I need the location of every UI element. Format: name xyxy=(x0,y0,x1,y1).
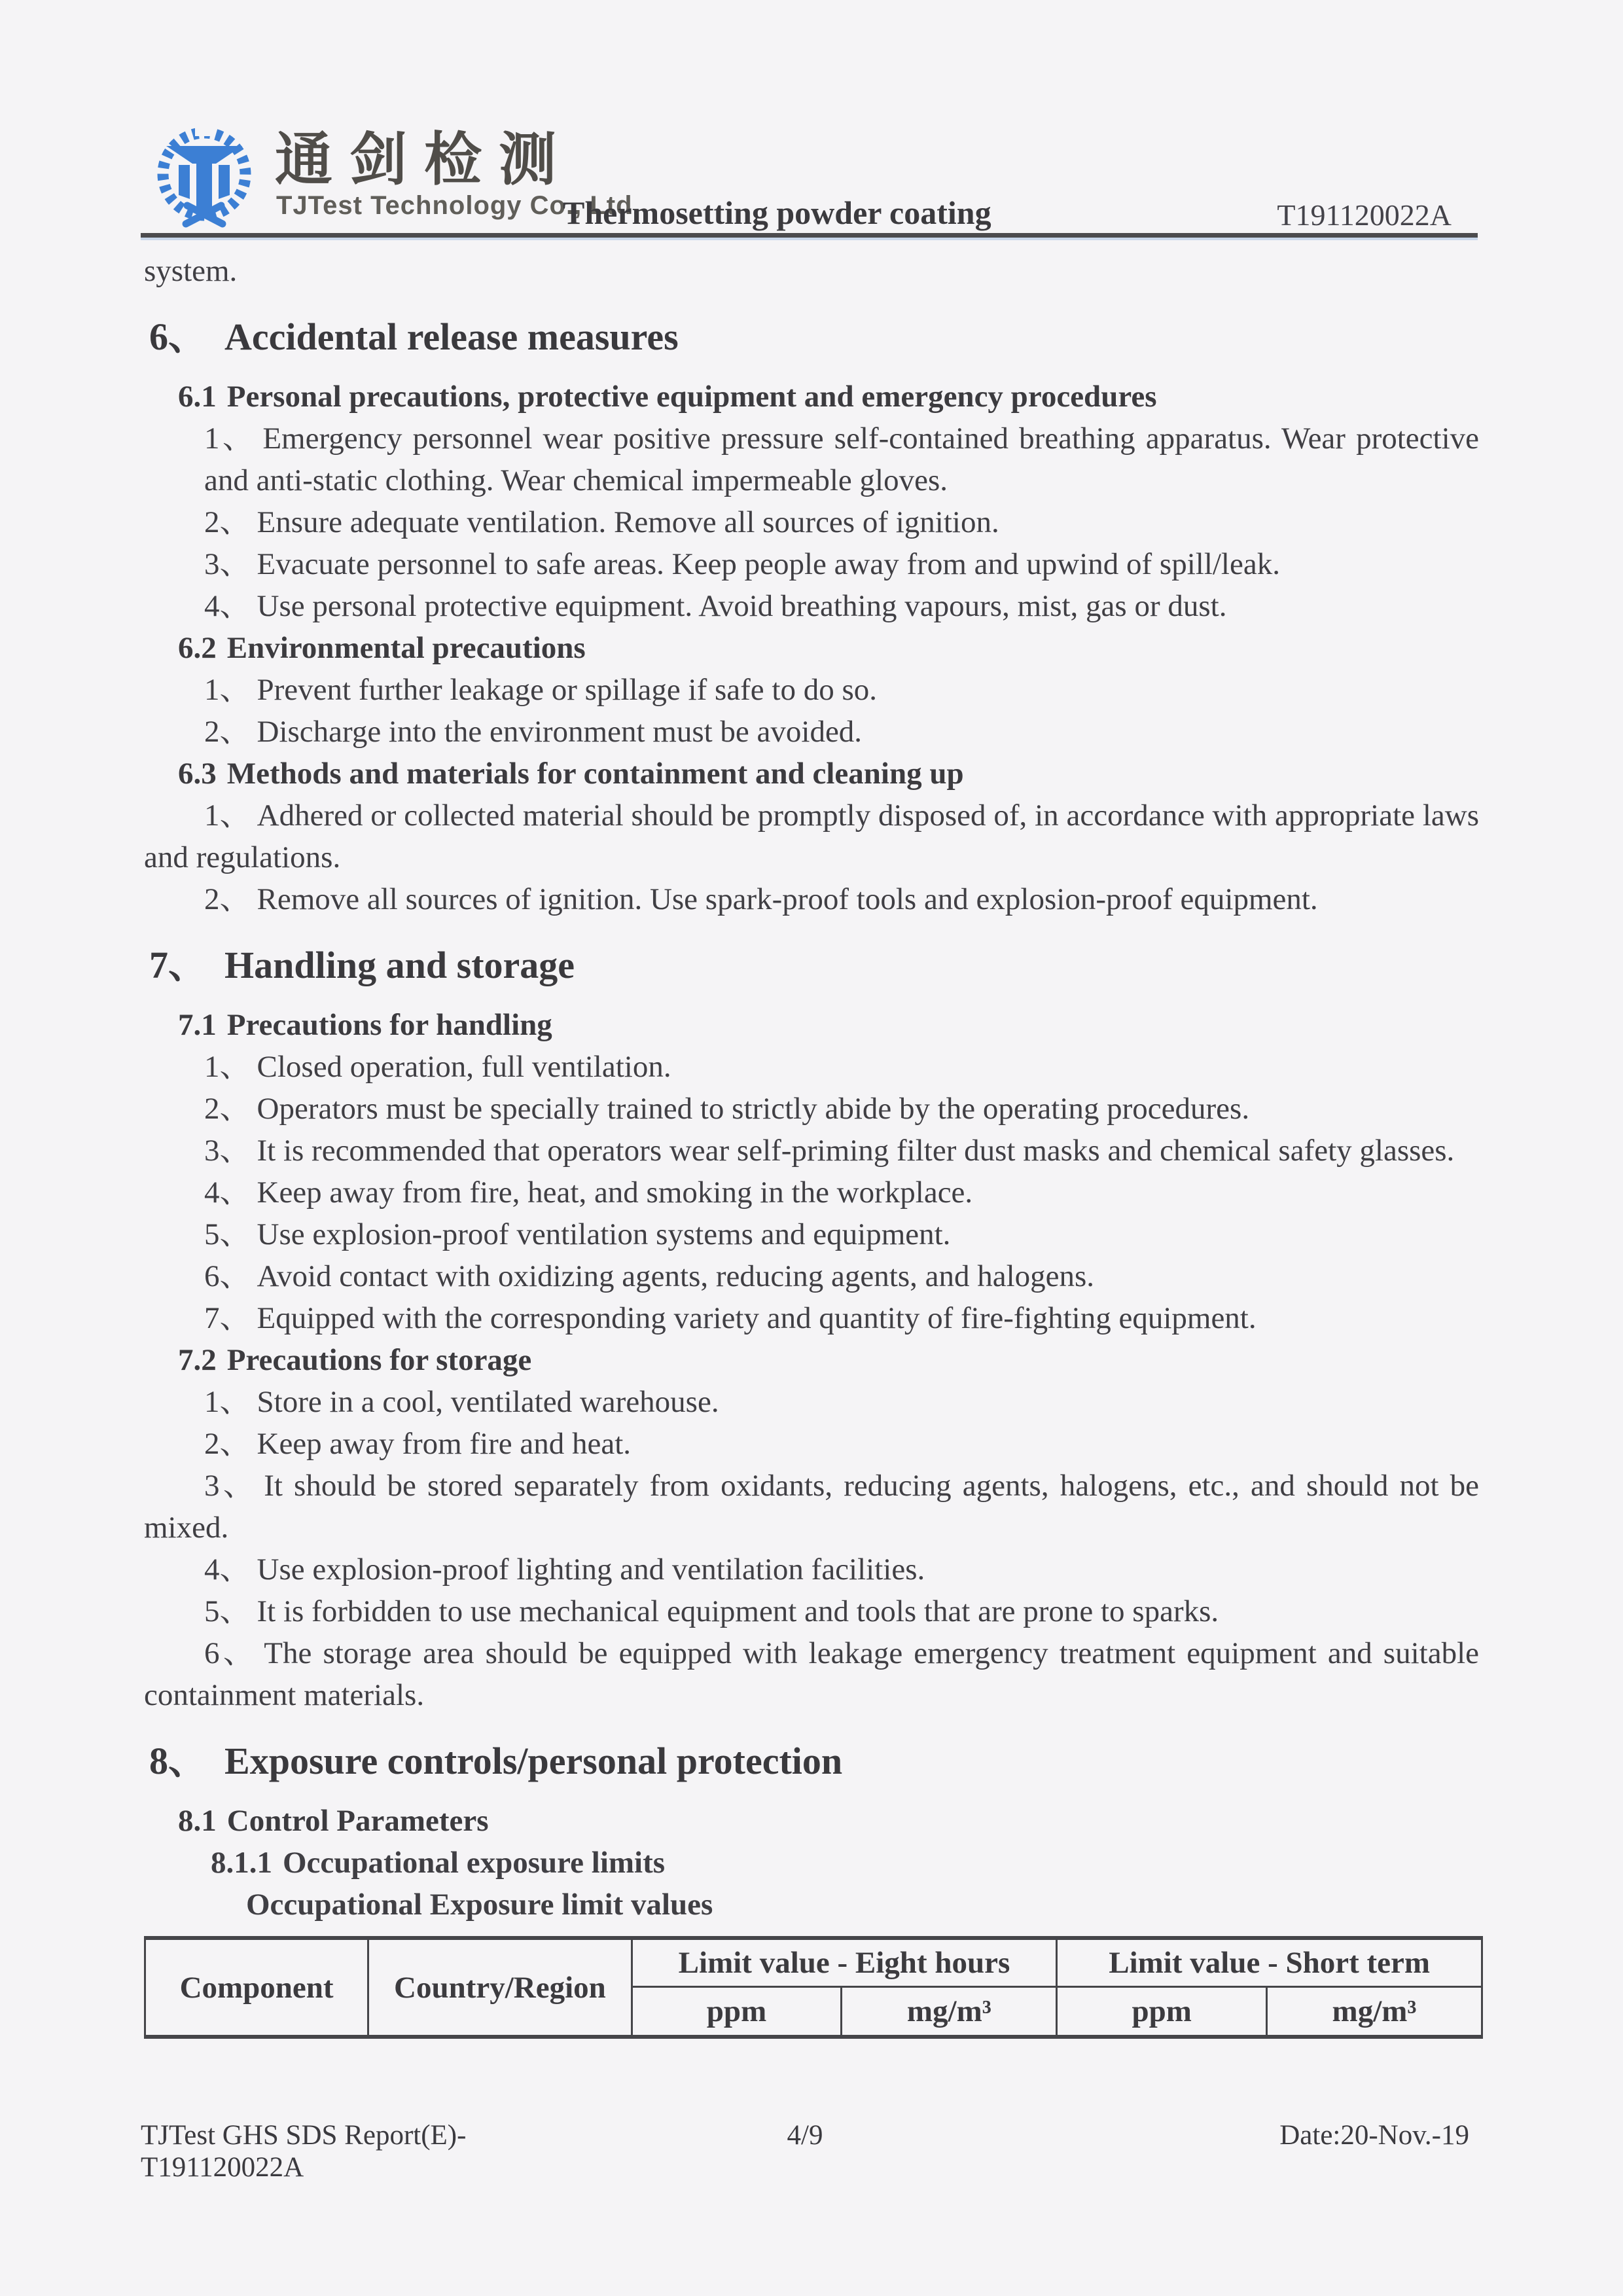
exposure-limits-table xyxy=(144,1936,1483,2039)
list-item: 2、 Discharge into the environment must be avoided. xyxy=(204,715,863,749)
section-8-heading xyxy=(149,1736,1479,1787)
footer-report-id: TJTest GHS SDS Report(E)-T191120022A xyxy=(141,2120,467,2183)
list-item: 5、 Use explosion-proof ventilation systems and equipment. xyxy=(204,1217,951,1251)
subsection-8-1-1-heading: 8.1.1 Occupational exposure limits xyxy=(211,1846,666,1880)
document-body xyxy=(144,250,1479,2039)
exposure-table-title: Occupational Exposure limit values xyxy=(246,1888,713,1922)
col-header-country-region: Country/Region xyxy=(368,1938,632,2037)
section-6-heading xyxy=(149,312,1479,363)
subsection-6-3-heading: 6.3 Methods and materials for containment and cleaning up xyxy=(178,757,964,791)
section-7-number: 7、 xyxy=(149,944,207,986)
list-item: 3、 It is recommended that operators wear self-priming filter dust masks and chemical safety glasses. xyxy=(204,1134,1455,1168)
col-header-ppm-short: ppm xyxy=(1057,1987,1267,2037)
footer-date: Date:20-Nov.-19 xyxy=(1279,2120,1470,2151)
document-number: T191120022A xyxy=(1277,198,1452,232)
col-header-mgm3-short: mg/m³ xyxy=(1267,1987,1482,2037)
list-item: 4、 Use personal protective equipment. Avoid breathing vapours, mist, gas or dust. xyxy=(204,589,1227,623)
list-item: 2、 Operators must be specially trained to strictly abide by the operating procedures. xyxy=(204,1092,1250,1126)
list-item: 3、 It should be stored separately from oxidants, reducing agents, halogens, etc., and should not be mixed. xyxy=(144,1469,1480,1545)
header-divider xyxy=(141,233,1478,238)
col-group-eight-hours: Limit value - Eight hours xyxy=(632,1938,1057,1987)
list-item: 4、 Use explosion-proof lighting and ventilation facilities. xyxy=(204,1552,925,1587)
section-8-title: Exposure controls/personal protection xyxy=(224,1740,843,1782)
list-item: 1、 Prevent further leakage or spillage if safe to do so. xyxy=(204,673,878,707)
list-item: 1、 Emergency personnel wear positive pressure self-contained breathing apparatus. Wear protective and anti-static clothing. Wear chemical impermeable gloves. xyxy=(204,422,1480,497)
subsection-6-2-heading: 6.2 Environmental precautions xyxy=(178,631,586,665)
document-title: Thermosetting powder coating xyxy=(563,194,991,231)
brand-name-english: TJTest Technology Co., Ltd. xyxy=(276,191,641,220)
section-7-heading xyxy=(149,940,1479,991)
list-item: 5、 It is forbidden to use mechanical equipment and tools that are prone to sparks. xyxy=(204,1594,1219,1628)
section-6-title: Accidental release measures xyxy=(224,315,679,358)
brand-name-chinese: 通剑检测 xyxy=(275,127,574,192)
list-item: 1、 Adhered or collected material should be promptly disposed of, in accordance with appropriate laws and regulations. xyxy=(144,798,1479,874)
list-item: 1、 Store in a cool, ventilated warehouse. xyxy=(204,1385,719,1419)
section-8-number: 8、 xyxy=(149,1740,207,1782)
page-footer xyxy=(141,2119,1469,2183)
list-item: 3、 Evacuate personnel to safe areas. Keep people away from and upwind of spill/leak. xyxy=(204,547,1280,581)
col-header-ppm-eight: ppm xyxy=(632,1987,842,2037)
tjtest-logo-icon xyxy=(148,124,260,229)
subsection-7-1-heading: 7.1 Precautions for handling xyxy=(178,1008,552,1042)
subsection-6-1-heading: 6.1 Personal precautions, protective equipment and emergency procedures xyxy=(178,380,1157,414)
section-7-title: Handling and storage xyxy=(224,944,575,986)
col-header-mgm3-eight: mg/m³ xyxy=(842,1987,1057,2037)
intro-continuation-text: system. xyxy=(144,254,238,288)
list-item: 4、 Keep away from fire, heat, and smoking in the workplace. xyxy=(204,1175,973,1210)
section-6-number: 6、 xyxy=(149,315,207,358)
list-item: 2、 Ensure adequate ventilation. Remove all sources of ignition. xyxy=(204,505,999,539)
col-header-component: Component xyxy=(145,1938,368,2037)
list-item: 1、 Closed operation, full ventilation. xyxy=(204,1050,671,1084)
list-item: 6、 Avoid contact with oxidizing agents, reducing agents, and halogens. xyxy=(204,1259,1095,1293)
list-item: 6、 The storage area should be equipped with leakage emergency treatment equipment and suitable containment materials. xyxy=(144,1636,1479,1712)
subsection-8-1-heading: 8.1 Control Parameters xyxy=(178,1804,489,1838)
footer-page-number: 4/9 xyxy=(787,2120,823,2151)
list-item: 2、 Keep away from fire and heat. xyxy=(204,1427,632,1461)
page-header xyxy=(0,0,1623,239)
col-group-short-term: Limit value - Short term xyxy=(1057,1938,1482,1987)
subsection-7-2-heading: 7.2 Precautions for storage xyxy=(178,1343,532,1377)
list-item: 2、 Remove all sources of ignition. Use spark-proof tools and explosion-proof equipment. xyxy=(204,882,1318,916)
list-item: 7、 Equipped with the corresponding variety and quantity of fire-fighting equipment. xyxy=(204,1301,1257,1335)
